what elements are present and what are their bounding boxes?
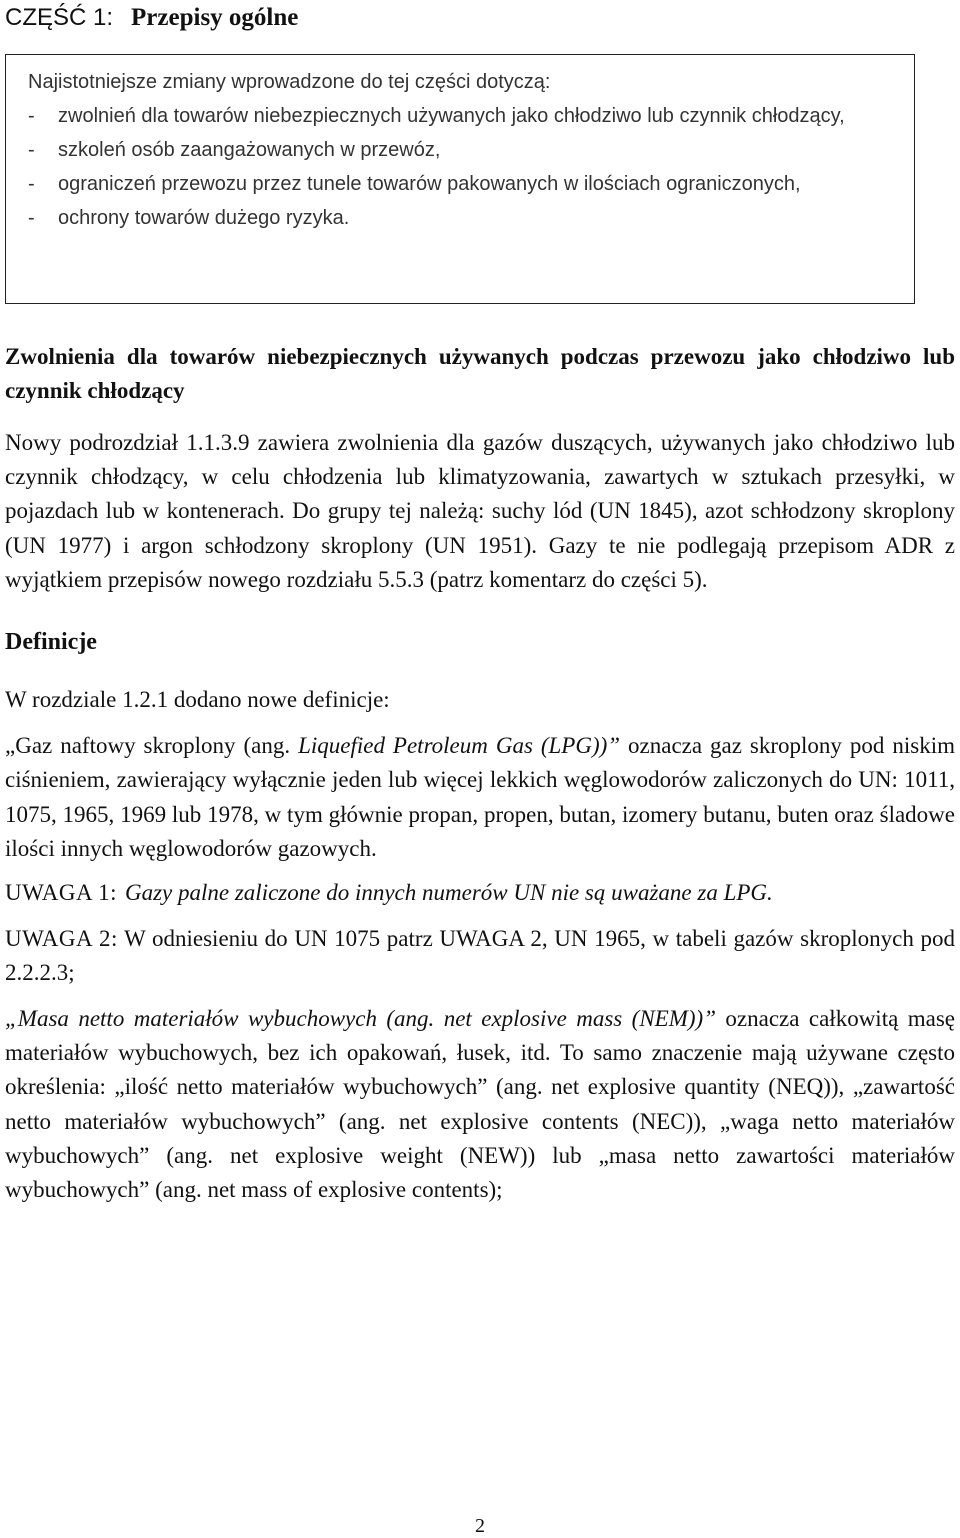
summary-item <box>28 133 902 167</box>
part-heading <box>5 2 955 34</box>
summary-item <box>28 167 902 201</box>
list-dash: - <box>28 207 35 229</box>
note-text: Gazy palne zaliczone do innych numerów UN nie są uważane za LPG. <box>124 880 773 906</box>
summary-item <box>28 99 902 133</box>
definition-body: oznacza całkowitą masę materiałów wybuchowych, bez ich opakowań, łusek, itd. To samo znaczenie mają używane często określenia: „ilość netto materiałów wybuchowych” (ang. net explosive quantity (NEQ)), „zawartość netto materiałów wybuchowych” (ang. net explosive contents (NEC)), „waga netto materiałów wybuchowych” (ang. net explosive weight (NEW)) lub „masa netto zawartości materiałów wybuchowych” (ang. net mass of explosive contents); <box>5 1006 955 1203</box>
note-1 <box>5 876 955 910</box>
part-number: CZĘŚĆ 1: <box>5 4 114 31</box>
definition-term-italic: „Masa netto materiałów wybuchowych (ang. net explosive mass (NEM))” <box>5 1006 716 1032</box>
summary-list <box>28 99 902 235</box>
definition-nem <box>5 1002 955 1207</box>
summary-intro: Najistotniejsze zmiany wprowadzone do tej części dotyczą: <box>28 71 551 93</box>
definitions-heading: Definicje <box>5 629 97 656</box>
summary-item-text: zwolnień dla towarów niebezpiecznych używanych jako chłodziwo lub czynnik chłodzący, <box>58 105 845 127</box>
summary-item-text: ograniczeń przewozu przez tunele towarów pakowanych w ilościach ograniczonych, <box>58 173 801 195</box>
document-page <box>5 0 955 1207</box>
note-label: UWAGA 1: <box>5 880 117 906</box>
definition-term-italic: Liquefied Petroleum Gas (LPG))” <box>298 733 621 759</box>
definition-term: „Gaz naftowy skroplony (ang. <box>5 733 299 759</box>
page-number: 2 <box>475 1515 485 1537</box>
definitions-intro: W rozdziale 1.2.1 dodano nowe definicje: <box>5 687 390 713</box>
summary-item <box>28 201 902 235</box>
definition-body: oznacza gaz skroplony pod niskim ciśnieniem, zawierający wyłącznie jeden lub więcej lekkich węglowodorów zaliczonych do UN: 1011, 1075, 1965, 1969 lub 1978, w tym głównie propan, propen, butan, izomery butanu, buten oraz śladowe ilości innych węglowodorów gazowych. <box>5 733 955 861</box>
summary-item-text: ochrony towarów dużego ryzyka. <box>58 207 350 229</box>
note-label: UWAGA 2: <box>5 926 118 952</box>
section-paragraph: Nowy podrozdział 1.1.3.9 zawiera zwolnienia dla gazów duszących, używanych jako chłodziwo lub czynnik chłodzący, w celu chłodzenia lub klimatyzowania, zawartych w sztukach przesyłki, w pojazdach lub w kontenerach. Do grupy tej należą: suchy lód (UN 1845), azot schłodzony skroplony (UN 1977) i argon schłodzony skroplony (UN 1951). Gazy te nie podlegają przepisom ADR z wyjątkiem przepisów nowego rozdziału 5.5.3 (patrz komentarz do części 5). <box>5 430 955 592</box>
list-dash: - <box>28 139 35 161</box>
summary-item-text: szkoleń osób zaangażowanych w przewóz, <box>58 139 441 161</box>
note-text: W odniesieniu do UN 1075 patrz UWAGA 2, UN 1965, w tabeli gazów skroplonych pod 2.2.2.3; <box>5 926 955 986</box>
section-heading: Zwolnienia dla towarów niebezpiecznych używanych podczas przewozu jako chłodziwo lub czynnik chłodzący <box>5 344 955 403</box>
note-2 <box>5 922 955 990</box>
list-dash: - <box>28 173 35 195</box>
part-title: Przepisy ogólne <box>131 4 299 31</box>
list-dash: - <box>28 105 35 127</box>
summary-box <box>5 54 915 304</box>
definition-lpg <box>5 729 955 866</box>
